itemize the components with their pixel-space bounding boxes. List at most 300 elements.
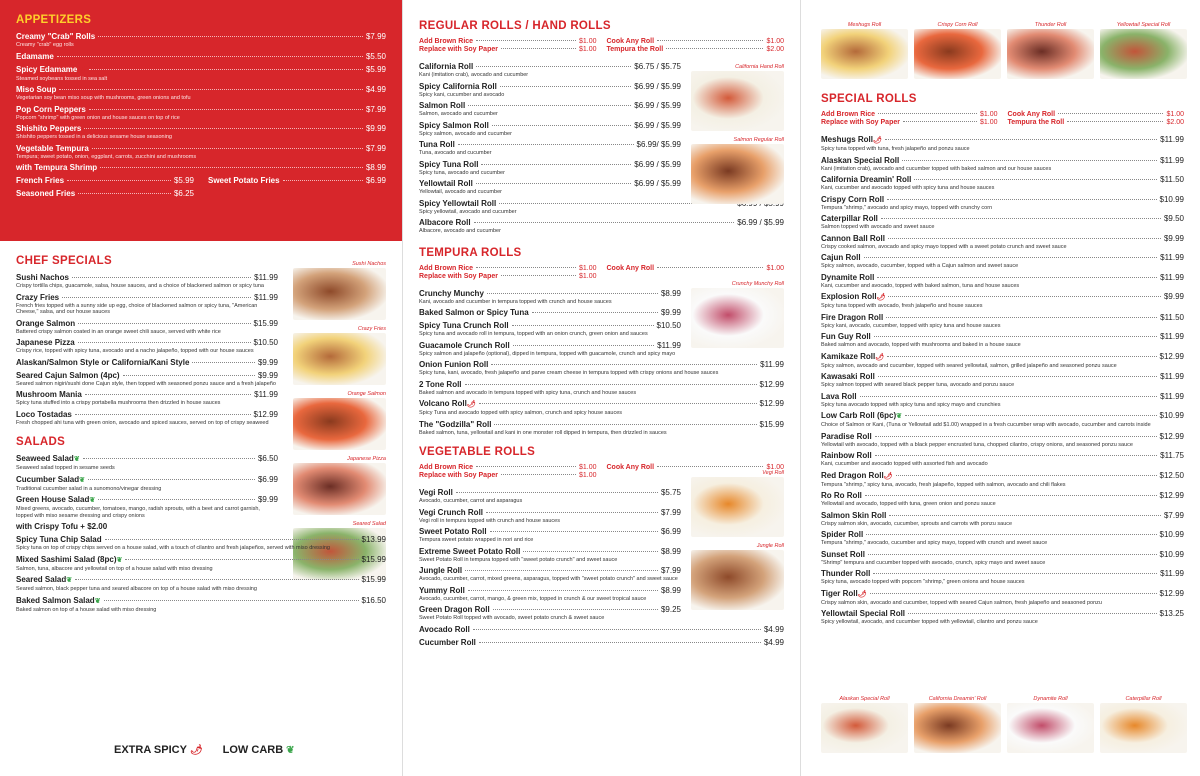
item-description: Avocado, cucumber, carrot and asparagus (419, 498, 523, 504)
menu-item (16, 454, 278, 472)
leader-dots (657, 40, 763, 41)
addon-option (607, 46, 785, 54)
menu-item (821, 511, 1184, 528)
item-price: $9.99 (660, 308, 681, 317)
leader-dots (490, 531, 658, 532)
menu-item (16, 189, 194, 199)
menu-item (419, 218, 784, 235)
item-description: Baked salmon and avocado, topped with mushrooms and baked in a house sauce (821, 342, 1021, 348)
photo-tile (691, 64, 784, 131)
leader-dots (458, 144, 634, 145)
item-price: $15.99 (361, 575, 386, 584)
addon-name: Tempura the Roll (606, 46, 664, 53)
menu-item (821, 491, 1184, 508)
leader-dots (532, 312, 658, 313)
menu-item (16, 410, 278, 427)
food-photo (293, 268, 386, 320)
item-description: Crispy rice, topped with spicy tuna, avocado and a nacho jalapeño, topped with our house sauces (16, 348, 254, 354)
leader-dots (512, 325, 654, 326)
photo-tile (293, 391, 386, 450)
item-name: Spicy Yellowtail Roll (419, 198, 497, 208)
leader-dots (878, 376, 1157, 377)
item-price: $11.99 (254, 390, 278, 399)
menu-item-row (16, 410, 278, 420)
food-photo (293, 398, 386, 450)
photo-tile (1007, 22, 1094, 83)
menu-item (16, 475, 278, 493)
tempura-rolls-title: TEMPURA ROLLS (419, 246, 522, 259)
food-photo (821, 703, 908, 753)
item-description: Tempura "shrimp," spicy tuna, avocado, fresh jalapeño, topped with salmon, avocado and chili flakes (821, 481, 1066, 488)
leader-dots (877, 277, 1157, 278)
item-price: $6.99 (257, 474, 278, 484)
addon-price: $1.00 (979, 119, 998, 126)
menu-item-row (16, 454, 278, 465)
item-description: Tempura "shrimp," avocado and spicy mayo, topped with crunchy corn (821, 204, 993, 211)
menu-item (16, 495, 278, 519)
item-price: $9.99 (1163, 233, 1184, 243)
food-photo (691, 477, 784, 537)
item-description: Crispy cooked salmon, avocado and spicy mayo topped with a sweet potato crunch and sweet sauce (821, 243, 1067, 250)
food-photo (691, 144, 784, 204)
item-description: Spicy tuna on top of crispy chips served on a house salad, with a touch of cilantro and fresh jalapeños, served with miso dressing (16, 545, 330, 551)
addon-price: $1.00 (979, 111, 998, 118)
addon-name: Cook Any Roll (1007, 111, 1056, 118)
addon-name: Replace with Soy Paper (419, 46, 498, 53)
item-price: $10.50 (253, 338, 278, 347)
item-price: $6.99 / $5.99 (634, 179, 681, 188)
addon-price: $1.00 (578, 464, 597, 471)
leaf-icon: ❦ (896, 413, 902, 420)
item-description: Spicy tuna and avocado roll in tempura, topped with an onion crunch, green onion and sauces (419, 331, 648, 337)
leader-dots (887, 199, 1156, 200)
menu-item-row (419, 399, 784, 410)
leader-dots (75, 579, 358, 580)
item-price: $9.25 (660, 605, 681, 614)
menu-item-row (16, 575, 386, 586)
item-name: Shishito Peppers (16, 124, 82, 133)
menu-item (821, 273, 1184, 290)
regular-rolls-photos (691, 64, 784, 208)
menu-item (419, 625, 784, 635)
leader-dots (501, 48, 576, 49)
item-description: Yellowtail with avocado, topped with a black pepper encrusted tuna, chopped cilantro, crispy onions, and seasoned ponzu sauce (821, 441, 1133, 448)
menu-item-row (16, 555, 386, 566)
addon-name: Replace with Soy Paper (419, 272, 498, 280)
item-price: $8.99 (365, 163, 386, 172)
item-name: Mixed Sashimi Salad (8pc) (16, 554, 117, 564)
item-name: Spicy Tuna Crunch Roll (419, 321, 509, 330)
menu-item-row (419, 62, 681, 72)
appetizers-list (16, 32, 386, 173)
leader-dots (67, 180, 171, 181)
addon-name: Replace with Soy Paper (419, 472, 498, 479)
leader-dots (888, 238, 1161, 239)
item-description: Baked salmon on top of a house salad with miso dressing (16, 606, 157, 613)
item-description: Vegetarian soy bean miso soup with mushrooms, green onions and tofu (16, 95, 191, 101)
item-name: with Tempura Shrimp (16, 163, 98, 172)
addon-option (821, 119, 998, 127)
leader-dots (501, 474, 576, 475)
item-description: Spicy kani, avocado, cucumber, topped with spicy tuna and house sauces (821, 322, 1001, 329)
menu-item-row (419, 547, 681, 557)
menu-item-row (419, 341, 681, 351)
item-description: Yellowtail, avocado and cucumber (419, 189, 502, 195)
item-price: $12.99 (1159, 491, 1184, 500)
menu-item (419, 399, 784, 417)
regular-rolls-section (419, 20, 784, 235)
photo-caption: Sushi Nachos (352, 261, 386, 267)
item-price: $12.99 (1159, 431, 1184, 441)
addon-price: $1.00 (578, 38, 597, 45)
item-description: Spicy salmon, avocado, cucumber, topped with a Cajun salmon and sweet sauce (821, 263, 1019, 269)
item-name: Tiger Roll (821, 588, 858, 598)
right-column (800, 0, 1200, 776)
item-name: Dynamite Roll (821, 272, 875, 282)
legend-lowcarb-label: LOW CARB (222, 744, 284, 756)
addon-option (419, 273, 597, 281)
item-name: Green House Salad (16, 495, 90, 504)
menu-item-row (16, 105, 386, 115)
leader-dots (874, 336, 1157, 337)
item-name: Miso Soup (16, 85, 57, 94)
item-name: Spider Roll (821, 530, 864, 539)
item-name: Albacore Roll (419, 218, 471, 227)
chef-specials-list (16, 273, 278, 426)
leader-dots (875, 436, 1157, 437)
item-name: Meshugs Roll (821, 135, 874, 144)
item-name: Spicy Tuna Roll (419, 159, 479, 169)
item-name: Alaskan/Salmon Style or California/Kani Style (16, 357, 190, 367)
menu-item-row (419, 586, 681, 596)
item-price: $11.75 (1160, 451, 1184, 460)
chili-icon: 🌶 (189, 745, 203, 756)
item-price: $15.99 (361, 554, 386, 564)
item-price: $6.99 / $5.99 (634, 159, 681, 169)
item-price: $11.99 (657, 340, 681, 350)
item-price: $6.50 (257, 454, 278, 463)
leaf-icon: ❦ (94, 597, 101, 605)
item-description: Spicy salmon, avocado and cucumber, topped with seared yellowtail, salmon, grilled jalapeño and seasoned ponzu sauce (821, 362, 1117, 369)
item-description: Creamy "crab" egg rolls (16, 42, 74, 48)
leader-dots (875, 455, 1157, 456)
menu-item-row (419, 218, 784, 228)
menu-item-row (821, 195, 1184, 205)
item-price: $11.99 (1160, 569, 1184, 578)
menu-item (821, 411, 1184, 429)
photo-caption: California Hand Roll (735, 64, 784, 70)
item-price: $13.99 (361, 535, 386, 544)
appetizers-section (0, 0, 402, 241)
leader-dots (78, 193, 171, 194)
addon-option (1008, 119, 1185, 127)
photo-caption: Salmon Regular Roll (733, 137, 784, 143)
legend-lowcarb (223, 744, 295, 756)
item-name: Baked Salmon or Spicy Tuna (419, 308, 529, 317)
menu-item-row (419, 638, 784, 648)
item-description: Seared salmon nigiri/sushi done Cajun style, then topped with seasoned ponzu sauce and a fresh jalapeño (16, 380, 276, 387)
leader-dots (57, 56, 363, 57)
leader-dots (78, 342, 251, 343)
menu-item (419, 420, 784, 437)
menu-item-row (821, 491, 1184, 501)
photo-tile (821, 22, 908, 83)
item-name: Spicy Salmon Roll (419, 120, 489, 130)
addon-name: Add Brown Rice (419, 38, 474, 45)
item-price: $11.99 (254, 273, 278, 282)
photo-tile (1100, 22, 1187, 83)
item-description: Spicy tuna, avocado topped with popcorn "shrimp," green onions and house sauces (821, 579, 1025, 585)
menu-item-row (16, 522, 278, 532)
addon-name: Add Brown Rice (821, 111, 876, 118)
item-description: Albacore, avocado and cucumber (419, 228, 501, 234)
item-description: Spicy salmon and jalapeño (optional), dipped in tempura, topped with guacamole, crunch and spicy mayo (419, 350, 676, 357)
leader-dots (89, 69, 363, 70)
menu-item-row (419, 566, 681, 576)
menu-item (821, 451, 1184, 468)
item-price: $12.99 (1159, 588, 1184, 598)
addon-price: $1.00 (578, 272, 597, 280)
addon-option (419, 464, 597, 472)
item-name: Paradise Roll (821, 431, 872, 441)
menu-item-row (821, 530, 1184, 540)
item-description: Kani, avocado and cucumber in tempura topped with crunch and house sauces (419, 298, 612, 305)
chili-icon: 🌶 (466, 401, 476, 408)
item-name: Kamikaze Roll (821, 351, 876, 361)
menu-item (419, 566, 681, 583)
leader-dots (887, 356, 1156, 357)
menu-item-row (419, 360, 784, 370)
item-description: Spicy kani, cucumber and avocado (419, 91, 505, 98)
leader-dots (465, 570, 658, 571)
menu-item-row (419, 508, 681, 518)
item-price: $6.99 / $5.99 (634, 101, 681, 110)
food-photo (914, 29, 1001, 79)
menu-item (419, 605, 681, 622)
item-price: $5.75 (660, 488, 681, 497)
item-price: $5.99 (365, 64, 386, 74)
item-price: $11.99 (1160, 332, 1184, 341)
leader-dots (888, 296, 1161, 297)
menu-item-row (16, 163, 386, 173)
item-name: Cannon Ball Roll (821, 233, 885, 243)
menu-item-row (16, 338, 278, 348)
menu-item (16, 105, 386, 122)
menu-item (16, 52, 386, 62)
item-description: Kani (imitation crab), avocado and cucumber topped with baked salmon and our house sauces (821, 165, 1052, 172)
top-roll-photos (801, 0, 1200, 83)
item-price: $7.99 (365, 143, 386, 153)
food-photo (1007, 29, 1094, 79)
menu-item (419, 101, 681, 118)
item-price: $11.99 (1160, 272, 1184, 282)
addon-price: $1.00 (766, 464, 784, 471)
item-description: Tempura "shrimp," avocado, cucumber and spicy mayo, topped with crunch and sweet sauce (821, 540, 1048, 546)
menu-item-row (821, 589, 1184, 600)
leader-dots (902, 160, 1157, 161)
item-name: Avocado Roll (419, 624, 470, 634)
menu-item (419, 586, 681, 603)
item-name: Loco Tostadas (16, 409, 72, 419)
leader-dots (476, 40, 576, 41)
addon-price: $2.00 (766, 46, 784, 53)
leader-dots (481, 164, 631, 165)
menu-item (419, 121, 681, 138)
item-price: $12.99 (253, 409, 278, 419)
leader-dots (914, 179, 1157, 180)
menu-item-row (821, 392, 1184, 402)
menu-item (16, 273, 278, 290)
tempura-rolls-section (419, 247, 784, 437)
special-rolls-section (801, 83, 1200, 626)
leader-dots (473, 629, 761, 630)
leader-dots (468, 105, 631, 106)
item-description: Fresh chopped ahi tuna with green onion, avocado and spiced sauces, served on top of crispy seaweed (16, 419, 269, 426)
item-price: $12.99 (759, 379, 784, 389)
menu-item-row (16, 52, 386, 62)
item-name: Mushroom Mania (16, 390, 82, 399)
chili-icon: 🌶 (857, 590, 867, 598)
item-name: California Dreamin' Roll (821, 175, 912, 184)
item-description: Spicy tuna, kani, avocado, fresh jalapeño and parve cream cheese in tempura topped with crispy onions and house sauces (419, 370, 719, 376)
leader-dots (889, 515, 1161, 516)
item-name: Red Dragon Roll (821, 470, 884, 480)
leader-dots (474, 222, 735, 223)
item-name: with Crispy Tofu + $2.00 (16, 522, 108, 531)
menu-item (16, 535, 386, 552)
left-column (0, 0, 402, 756)
photo-caption: Crispy Corn Roll (937, 22, 978, 28)
item-price: $10.99 (1159, 530, 1184, 539)
photo-tile (691, 470, 784, 537)
addon-name: Add Brown Rice (419, 464, 474, 471)
item-name: Fun Guy Roll (821, 332, 871, 341)
menu-item-row (16, 495, 278, 506)
item-description: Spicy salmon, avocado and cucumber (419, 130, 512, 137)
addon-option (419, 38, 597, 46)
leader-dots (476, 183, 631, 184)
item-price: $7.99 (1163, 510, 1184, 520)
menu-item (16, 338, 278, 355)
menu-item (419, 508, 681, 525)
item-name: Lava Roll (821, 391, 857, 401)
item-price: $4.99 (763, 637, 784, 647)
photo-caption: Meshugs Roll (847, 22, 882, 28)
menu-item (16, 32, 386, 49)
menu-item-row (821, 214, 1184, 224)
menu-item-row (821, 609, 1184, 619)
menu-item-row (419, 380, 784, 390)
chili-icon: 🌶 (77, 66, 87, 74)
photo-caption: Vegi Roll (762, 470, 784, 476)
leaf-icon: ❦ (73, 456, 80, 463)
leader-dots (886, 317, 1157, 318)
photo-tile (293, 456, 386, 515)
photo-tile (821, 696, 908, 757)
item-price: $16.50 (361, 595, 386, 605)
item-price: $10.99 (1159, 549, 1184, 559)
item-name: Seasoned Fries (16, 189, 76, 198)
regular-rolls-title: REGULAR ROLLS / HAND ROLLS (419, 20, 611, 32)
item-price: $5.99 (173, 176, 194, 185)
menu-item (821, 352, 1184, 370)
menu-item (208, 176, 386, 186)
item-name: Seared Cajun Salmon (4pc) (16, 370, 120, 380)
menu-item-row (821, 511, 1184, 521)
tempura-rolls-addons (419, 265, 784, 281)
item-description: "Shrimp" tempura and cucumber topped with avocado, crunch, spicy mayo and sweet sauce (821, 559, 1046, 566)
chef-specials-section (0, 241, 402, 613)
addon-option (821, 111, 998, 119)
item-price: $6.25 (173, 189, 194, 198)
menu-item (821, 432, 1184, 449)
addon-price: $1.00 (1166, 111, 1184, 118)
leader-dots (62, 297, 251, 298)
item-price: $6.99 / $5.99 (737, 218, 784, 227)
item-description: Kani (imitation crab), avocado and cucumber (419, 72, 529, 78)
item-name: Rainbow Roll (821, 451, 872, 460)
leaf-icon: ❦ (286, 745, 295, 756)
item-description: Spicy tuna, avocado and cucumber (419, 169, 505, 176)
leader-dots (98, 499, 255, 500)
menu-item-row (208, 176, 386, 186)
menu-item (821, 135, 1184, 153)
salads-title: SALADS (16, 436, 66, 448)
menu-item-row (16, 65, 386, 76)
menu-item (821, 292, 1184, 310)
item-name: Caterpillar Roll (821, 214, 878, 223)
menu-item (419, 140, 681, 157)
item-price: $11.99 (1160, 372, 1184, 381)
item-price: $12.50 (1159, 470, 1184, 480)
leader-dots (500, 86, 631, 87)
item-price: $10.50 (656, 321, 681, 330)
menu-item-row (419, 321, 681, 331)
leader-dots (98, 36, 363, 37)
leader-dots (866, 534, 1156, 535)
item-price: $11.99 (760, 360, 784, 369)
item-name: Vegetable Tempura (16, 143, 89, 153)
menu-item (821, 550, 1184, 567)
item-name: Cucumber Roll (419, 637, 476, 647)
leader-dots (881, 218, 1161, 219)
item-description: Spicy yellowtail, avocado, and cucumber topped with yellowtail, cilantro and ponzu sauce (821, 619, 1038, 625)
leader-dots (468, 590, 658, 591)
menu-item-row (16, 358, 278, 368)
leader-dots (493, 609, 658, 610)
leader-dots (89, 109, 363, 110)
menu-item-row (821, 451, 1184, 461)
item-name: Sweet Potato Roll (419, 527, 487, 536)
leader-dots (465, 384, 757, 385)
leader-dots (1067, 121, 1163, 122)
menu-item-row (16, 176, 194, 186)
menu-item (821, 253, 1184, 270)
menu-item-row (821, 313, 1184, 323)
item-price: $8.99 (660, 546, 681, 556)
item-name: Green Dragon Roll (419, 605, 490, 614)
food-photo (821, 29, 908, 79)
menu-item (16, 358, 278, 368)
chili-icon: 🌶 (883, 472, 893, 480)
leader-dots (868, 554, 1157, 555)
item-name: Seared Salad (16, 575, 67, 584)
menu-item-row (419, 527, 681, 537)
item-description: Kani, cucumber and avocado, topped with baked salmon, tuna and house sauces (821, 282, 1020, 289)
menu-item (419, 341, 681, 358)
addon-option (607, 265, 785, 273)
leader-dots (59, 89, 363, 90)
